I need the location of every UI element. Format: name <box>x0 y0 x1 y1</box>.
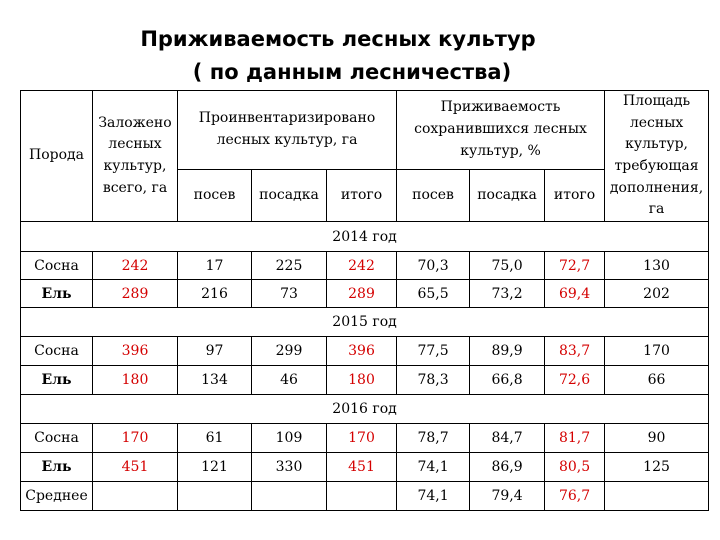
surv-seeding-cell: 65,5 <box>397 280 470 308</box>
surv-planting-cell: 66,8 <box>470 366 545 395</box>
species-cell: Сосна <box>21 424 93 453</box>
species-cell: Сосна <box>21 252 93 280</box>
species-cell: Сосна <box>21 337 93 366</box>
table-row <box>21 453 709 482</box>
area-cell: 130 <box>605 252 709 280</box>
page-subtitle: ( по данным лесничества) <box>192 60 512 84</box>
year-row <box>21 308 709 337</box>
header-row <box>21 91 709 170</box>
inv-seeding-cell: 121 <box>178 453 252 482</box>
planted-cell: 170 <box>93 424 178 453</box>
empty-cell <box>605 482 709 511</box>
surv-total-cell: 69,4 <box>545 280 605 308</box>
year-label: 2016 год <box>21 395 709 424</box>
table-row <box>21 366 709 395</box>
average-label: Среднее <box>21 482 93 511</box>
species-cell: Ель <box>21 366 93 395</box>
avg-surv-planting-cell: 79,4 <box>470 482 545 511</box>
inv-total-cell: 170 <box>327 424 397 453</box>
empty-cell <box>178 482 252 511</box>
avg-surv-total-cell: 76,7 <box>545 482 605 511</box>
inv-seeding-cell: 97 <box>178 337 252 366</box>
header-survival: Приживаемость сохранившихся лесных культур, % <box>397 91 605 170</box>
year-label: 2014 год <box>21 222 709 252</box>
subheader-seeding: посев <box>178 169 252 221</box>
surv-planting-cell: 75,0 <box>470 252 545 280</box>
inv-total-cell: 396 <box>327 337 397 366</box>
subheader-planting: посадка <box>252 169 327 221</box>
surv-total-cell: 80,5 <box>545 453 605 482</box>
page-title: Приживаемость лесных культур <box>140 27 536 51</box>
area-cell: 202 <box>605 280 709 308</box>
survival-table <box>20 90 709 511</box>
subheader-planting: посадка <box>470 169 545 221</box>
inv-total-cell: 451 <box>327 453 397 482</box>
surv-seeding-cell: 74,1 <box>397 453 470 482</box>
subheader-seeding: посев <box>397 169 470 221</box>
area-cell: 170 <box>605 337 709 366</box>
surv-seeding-cell: 70,3 <box>397 252 470 280</box>
surv-seeding-cell: 78,7 <box>397 424 470 453</box>
inv-seeding-cell: 216 <box>178 280 252 308</box>
surv-planting-cell: 84,7 <box>470 424 545 453</box>
surv-seeding-cell: 78,3 <box>397 366 470 395</box>
planted-cell: 180 <box>93 366 178 395</box>
header-planted: Заложено лесных культур, всего, га <box>93 91 178 222</box>
empty-cell <box>327 482 397 511</box>
surv-planting-cell: 86,9 <box>470 453 545 482</box>
inv-seeding-cell: 134 <box>178 366 252 395</box>
surv-planting-cell: 73,2 <box>470 280 545 308</box>
planted-cell: 396 <box>93 337 178 366</box>
inv-total-cell: 180 <box>327 366 397 395</box>
species-cell: Ель <box>21 453 93 482</box>
inv-planting-cell: 73 <box>252 280 327 308</box>
area-cell: 125 <box>605 453 709 482</box>
empty-cell <box>93 482 178 511</box>
planted-cell: 451 <box>93 453 178 482</box>
table-row <box>21 280 709 308</box>
avg-surv-seeding-cell: 74,1 <box>397 482 470 511</box>
surv-total-cell: 83,7 <box>545 337 605 366</box>
table-row <box>21 337 709 366</box>
inv-seeding-cell: 61 <box>178 424 252 453</box>
area-cell: 90 <box>605 424 709 453</box>
surv-seeding-cell: 77,5 <box>397 337 470 366</box>
table-row <box>21 424 709 453</box>
inv-planting-cell: 109 <box>252 424 327 453</box>
planted-cell: 289 <box>93 280 178 308</box>
table-row <box>21 252 709 280</box>
header-area: Площадь лесных культур, требующая дополнения, га <box>605 91 709 222</box>
year-row <box>21 395 709 424</box>
inv-total-cell: 242 <box>327 252 397 280</box>
planted-cell: 242 <box>93 252 178 280</box>
header-species: Порода <box>21 91 93 222</box>
year-row <box>21 222 709 252</box>
inv-planting-cell: 46 <box>252 366 327 395</box>
average-row <box>21 482 709 511</box>
header-inventoried: Проинвентаризировано лесных культур, га <box>178 91 397 170</box>
subheader-total: итого <box>545 169 605 221</box>
inv-planting-cell: 225 <box>252 252 327 280</box>
area-cell: 66 <box>605 366 709 395</box>
inv-seeding-cell: 17 <box>178 252 252 280</box>
subheader-total: итого <box>327 169 397 221</box>
surv-total-cell: 72,7 <box>545 252 605 280</box>
surv-planting-cell: 89,9 <box>470 337 545 366</box>
surv-total-cell: 81,7 <box>545 424 605 453</box>
year-label: 2015 год <box>21 308 709 337</box>
species-cell: Ель <box>21 280 93 308</box>
inv-total-cell: 289 <box>327 280 397 308</box>
surv-total-cell: 72,6 <box>545 366 605 395</box>
inv-planting-cell: 330 <box>252 453 327 482</box>
empty-cell <box>252 482 327 511</box>
inv-planting-cell: 299 <box>252 337 327 366</box>
